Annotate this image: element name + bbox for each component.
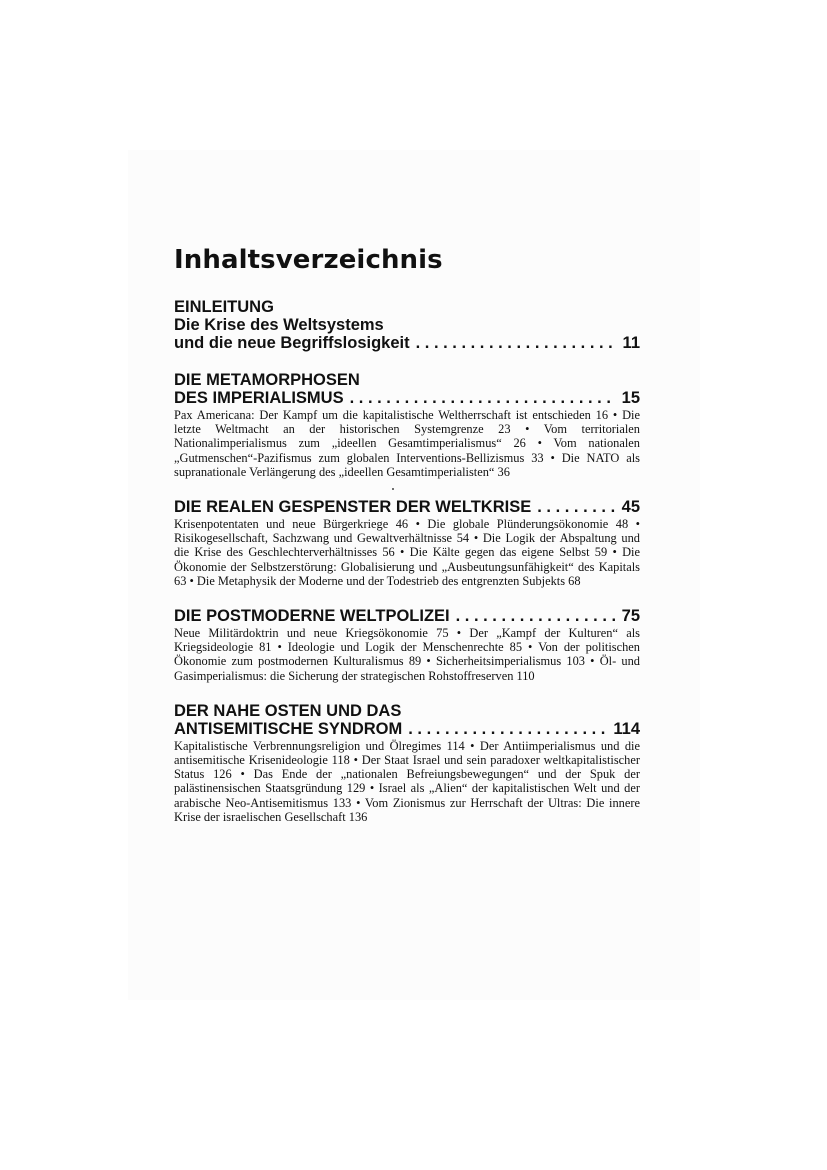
section-summary: Krisenpotentaten und neue Bürgerkriege 46 • Die globale Plünderungsökonomie 48 • Risikogesellschaft, Sachzwang und Gewaltverhältnisse 54 • Die Logik der Abspaltung und die Krise des Geschlechterverhältnisses 56 • Die Kälte gegen das eigene Selbst 59 • Die Ökonomie der Selbstzerstörung: Globalisierung und „Ausbeutungsunfähigkeit“ des Kapitals 63 • Die Metaphysik der Moderne und der Todestrieb des entgrenzten Subjekts 68	[174, 517, 640, 588]
page-number: 15	[621, 389, 640, 407]
section-heading-text: ANTISEMITISCHE SYNDROM	[174, 719, 403, 738]
page-number: 11	[622, 334, 640, 352]
page-number: 45	[621, 498, 640, 517]
page-title: Inhaltsverzeichnis	[174, 245, 443, 275]
page-number: 75	[621, 607, 640, 626]
section-heading-text: DES IMPERIALISMUS	[174, 389, 344, 407]
dot-leader	[537, 498, 615, 516]
section-heading-line: DER NAHE OSTEN UND DAS	[174, 701, 402, 720]
dot-leader	[408, 720, 607, 738]
dot-leader	[416, 334, 617, 352]
section-heading-text: DIE REALEN GESPENSTER DER WELTKRISE	[174, 498, 532, 517]
dot-leader	[456, 607, 616, 625]
toc-section-metamorphosen	[174, 371, 640, 479]
section-heading-line: DIE METAMORPHOSEN	[174, 371, 360, 389]
section-heading-last-line	[174, 389, 640, 407]
section-summary: Kapitalistische Verbrennungsreligion und Ölregimes 114 • Der Antiimperialismus und die antisemitische Krisenideologie 118 • Der Staat Israel und sein paradoxer weltkapitalistischer Status 126 • Das Ende der „nationalen Befreiungsbewegungen“ und der Spuk der palästinensischen Staatsgründung 129 • Israel als „Alien“ der kapitalistischen Welt und der arabische Neo-Antisemitismus 133 • Vom Zionismus zur Herrschaft der Ultras: Die innere Krise der israelischen Gesellschaft 136	[174, 738, 640, 824]
section-heading-text: DIE POSTMODERNE WELTPOLIZEI	[174, 607, 450, 626]
section-heading-last-line	[174, 498, 640, 516]
toc-section-gespenster	[174, 498, 640, 588]
section-summary: Neue Militärdoktrin und neue Kriegsökonomie 75 • Der „Kampf der Kulturen“ als Kriegsideologie 81 • Ideologie und Logik der Menschenrechte 85 • Von der politischen Ökonomie zum postmodernen Kulturalismus 89 • Sicherheitsimperialismus 103 • Öl- und Gasimperialismus: die Sicherung der strategischen Rohstoffreserven 110	[174, 626, 640, 683]
page-number: 114	[613, 719, 640, 738]
dot-leader	[350, 389, 616, 407]
section-summary: Pax Americana: Der Kampf um die kapitalistische Weltherrschaft ist entschieden 16 • Die letzte Weltmacht an der historischen Systemgrenze 23 • Vom territorialen Nationalimperialismus zum „ideellen Gesamtimperialismus“ 26 • Vom nationalen „Gutmenschen“-Pazifismus zum globalen Interventions-Bellizismus 33 • Die NATO als supranationale Verlängerung des „ideellen Gesamtimperialisten“ 36	[174, 408, 640, 479]
toc-section-naher-osten	[174, 702, 640, 824]
section-heading-line: EINLEITUNG	[174, 298, 274, 316]
section-heading-text: und die neue Begriffslosigkeit	[174, 334, 410, 352]
section-heading-last-line	[174, 607, 640, 625]
section-heading-last-line	[174, 720, 640, 738]
stray-mark	[392, 488, 394, 490]
table-of-contents	[174, 242, 640, 843]
toc-section-weltpolizei	[174, 607, 640, 683]
section-heading-line: Die Krise des Weltsystems	[174, 316, 384, 334]
toc-section-einleitung	[174, 298, 640, 352]
section-heading-last-line	[174, 334, 640, 352]
